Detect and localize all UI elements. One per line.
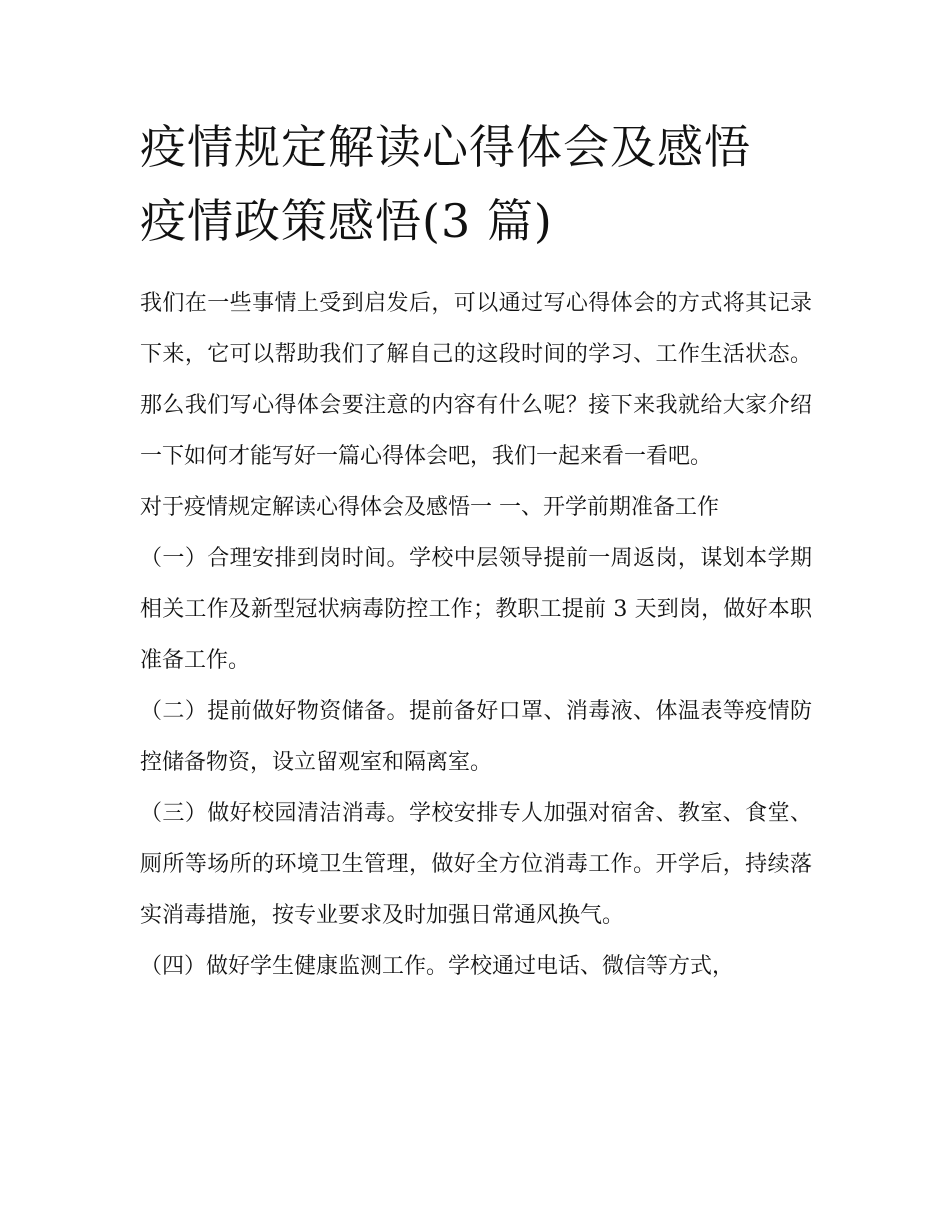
paragraph-item-2: （二）提前做好物资储备。提前备好口罩、消毒液、体温表等疫情防控储备物资，设立留观室和隔离室。 (140, 699, 812, 775)
paragraph-item-1: （一）合理安排到岗时间。学校中层领导提前一周返岗，谋划本学期相关工作及新型冠状病毒防控工作；教职工提前 3 天到岗，做好本职准备工作。 (140, 546, 812, 673)
paragraph-item-3: （三）做好校园清洁消毒。学校安排专人加强对宿舍、教室、食堂、厕所等场所的环境卫生管理，做好全方位消毒工作。开学后，持续落实消毒措施，按专业要求及时加强日常通风换气。 (140, 801, 812, 928)
document-page (140, 110, 812, 992)
paragraph-item-4: （四）做好学生健康监测工作。学校通过电话、微信等方式， (140, 954, 735, 979)
title-line-1: 疫情规定解读心得体会及感悟 (140, 120, 751, 174)
document-title (140, 110, 812, 258)
document-body (140, 278, 812, 992)
title-line-2: 疫情政策感悟(3 篇) (140, 194, 553, 248)
section-heading: 对于疫情规定解读心得体会及感悟一 一、开学前期准备工作 (140, 495, 719, 520)
intro-paragraph: 我们在一些事情上受到启发后，可以通过写心得体会的方式将其记录下来，它可以帮助我们了解自己的这段时间的学习、工作生活状态。那么我们写心得体会要注意的内容有什么呢？接下来我就给大家介绍一下如何才能写好一篇心得体会吧，我们一起来看一看吧。 (140, 291, 812, 469)
